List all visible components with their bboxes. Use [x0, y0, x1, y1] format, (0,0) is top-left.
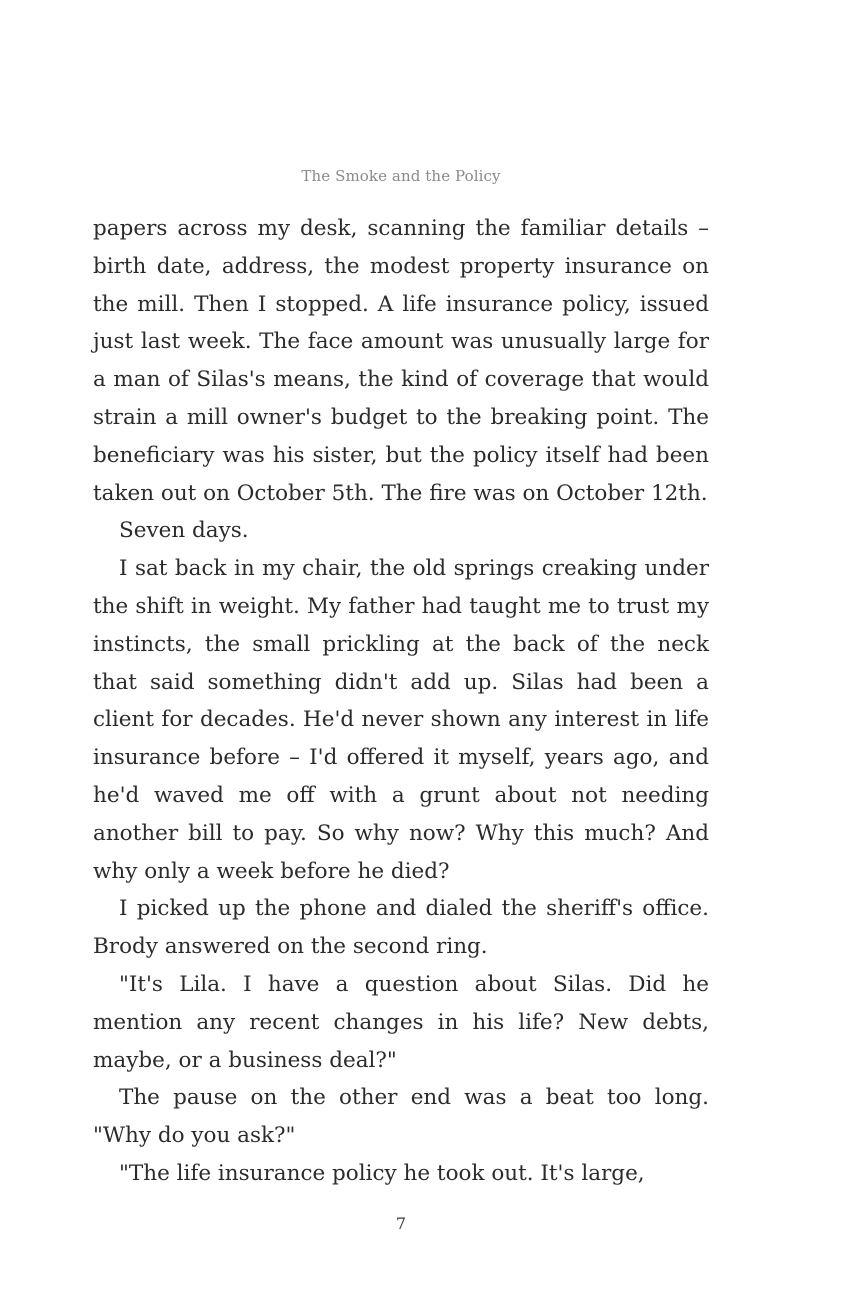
paragraph: Seven days.: [119, 518, 249, 544]
body-text: [93, 210, 709, 1193]
page-number: 7: [395, 1214, 407, 1233]
paragraph: "The life insurance policy he took out. It's large,: [119, 1160, 645, 1186]
paragraph: I picked up the phone and dialed the sheriff's office. Brody answered on the second ring.: [93, 896, 709, 960]
running-head: The Smoke and the Policy: [301, 167, 501, 185]
paragraph: I sat back in my chair, the old springs creaking under the shift in weight. My father had taught me to trust my instincts, the small prickling at the back of the neck that said something didn't add up. Silas had been a client for decades. He'd never shown any interest in life insurance before – I'd offered it myself, years ago, and he'd waved me off with a grunt about not needing another bill to pay. So why now? Why this much? And why only a week before he died?: [93, 556, 709, 884]
paragraph: The pause on the other end was a beat too long. "Why do you ask?": [93, 1085, 709, 1149]
paragraph: "It's Lila. I have a question about Silas. Did he mention any recent changes in his life? New debts, maybe, or a business deal?": [93, 971, 709, 1073]
paragraph-continuation: papers across my desk, scanning the familiar details – birth date, address, the modest property insurance on the mill. Then I stopped. A life insurance policy, issued just last week. The face amount was unusually large for a man of Silas's means, the kind of coverage that would strain a mill owner's budget to the breaking point. The beneficiary was his sister, but the policy itself had been taken out on October 5th. The fire was on October 12th.: [93, 216, 709, 506]
